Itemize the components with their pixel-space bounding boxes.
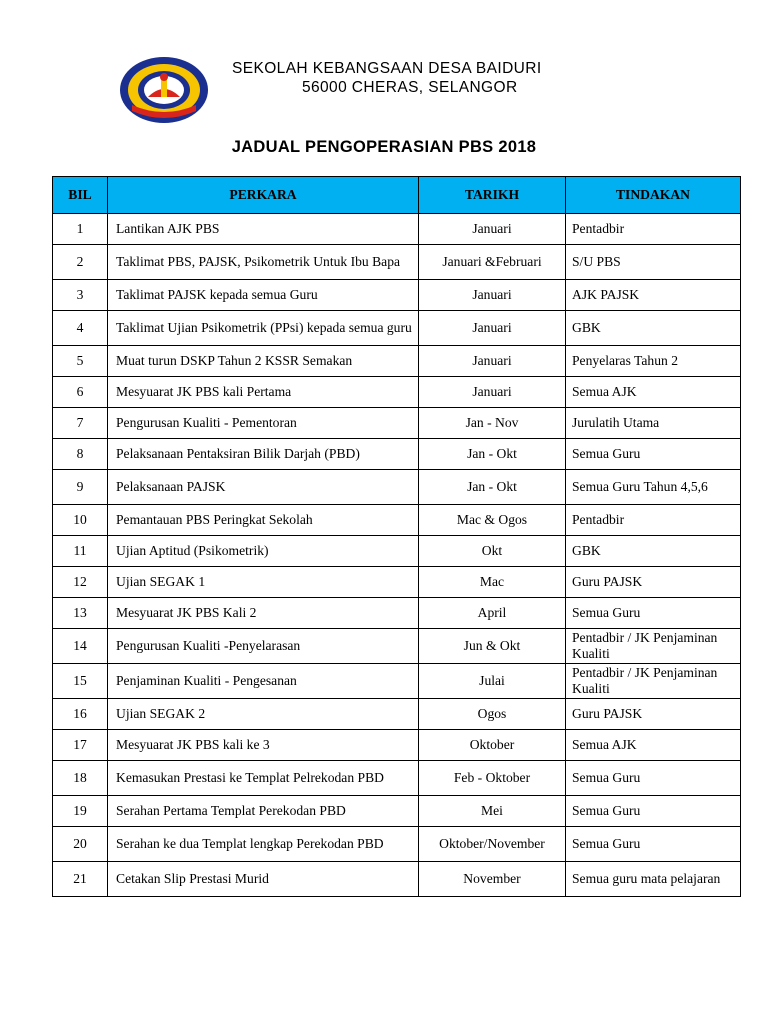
cell-tarikh: Feb - Oktober [419, 761, 566, 796]
cell-tindakan: Jurulatih Utama [566, 408, 741, 439]
table-row [53, 536, 741, 567]
cell-tarikh: Mac [419, 567, 566, 598]
cell-bil: 10 [53, 505, 108, 536]
schedule-table [52, 176, 741, 897]
table-row [53, 699, 741, 730]
cell-bil: 6 [53, 377, 108, 408]
cell-tarikh: Januari [419, 311, 566, 346]
cell-tarikh: Januari [419, 280, 566, 311]
page-title: JADUAL PENGOPERASIAN PBS 2018 [231, 138, 537, 156]
table-row [53, 311, 741, 346]
column-header-perkara: PERKARA [108, 177, 419, 214]
cell-perkara: Taklimat Ujian Psikometrik (PPsi) kepada semua guru [108, 311, 419, 346]
cell-tarikh: April [419, 598, 566, 629]
cell-bil: 9 [53, 470, 108, 505]
cell-bil: 11 [53, 536, 108, 567]
table-row [53, 505, 741, 536]
cell-bil: 3 [53, 280, 108, 311]
cell-bil: 7 [53, 408, 108, 439]
table-row [53, 761, 741, 796]
cell-perkara: Lantikan AJK PBS [108, 214, 419, 245]
table-row [53, 598, 741, 629]
cell-tindakan: Pentadbir [566, 505, 741, 536]
cell-perkara: Serahan Pertama Templat Perekodan PBD [108, 796, 419, 827]
cell-perkara: Ujian SEGAK 1 [108, 567, 419, 598]
cell-perkara: Mesyuarat JK PBS kali Pertama [108, 377, 419, 408]
cell-tindakan: S/U PBS [566, 245, 741, 280]
cell-tindakan: GBK [566, 311, 741, 346]
cell-bil: 1 [53, 214, 108, 245]
cell-tarikh: Januari [419, 214, 566, 245]
school-name: SEKOLAH KEBANGSAAN DESA BAIDURI [232, 60, 542, 77]
cell-tindakan: Guru PAJSK [566, 567, 741, 598]
cell-bil: 12 [53, 567, 108, 598]
cell-perkara: Pengurusan Kualiti - Pementoran [108, 408, 419, 439]
cell-tarikh: Jun & Okt [419, 629, 566, 664]
table-row [53, 439, 741, 470]
cell-bil: 21 [53, 862, 108, 897]
table-row [53, 567, 741, 598]
page-header [0, 0, 768, 130]
cell-bil: 18 [53, 761, 108, 796]
cell-tindakan: Semua Guru Tahun 4,5,6 [566, 470, 741, 505]
table-row [53, 862, 741, 897]
cell-perkara: Serahan ke dua Templat lengkap Perekodan PBD [108, 827, 419, 862]
table-body [53, 214, 741, 897]
cell-bil: 4 [53, 311, 108, 346]
cell-tindakan: Penyelaras Tahun 2 [566, 346, 741, 377]
cell-tarikh: Julai [419, 664, 566, 699]
cell-tarikh: Oktober [419, 730, 566, 761]
table-row [53, 346, 741, 377]
cell-tarikh: Januari [419, 377, 566, 408]
cell-perkara: Ujian Aptitud (Psikometrik) [108, 536, 419, 567]
cell-perkara: Penjaminan Kualiti - Pengesanan [108, 664, 419, 699]
cell-perkara: Cetakan Slip Prestasi Murid [108, 862, 419, 897]
table-row [53, 408, 741, 439]
cell-tindakan: GBK [566, 536, 741, 567]
table-header-row [53, 177, 741, 214]
column-header-tindakan: TINDAKAN [566, 177, 741, 214]
cell-bil: 16 [53, 699, 108, 730]
cell-bil: 17 [53, 730, 108, 761]
cell-tarikh: Mac & Ogos [419, 505, 566, 536]
cell-tindakan: Semua Guru [566, 796, 741, 827]
cell-tarikh: Jan - Okt [419, 439, 566, 470]
table-row [53, 245, 741, 280]
cell-perkara: Mesyuarat JK PBS Kali 2 [108, 598, 419, 629]
school-crest-icon [118, 55, 210, 125]
cell-bil: 2 [53, 245, 108, 280]
cell-tindakan: Guru PAJSK [566, 699, 741, 730]
cell-perkara: Taklimat PAJSK kepada semua Guru [108, 280, 419, 311]
cell-tarikh: Jan - Nov [419, 408, 566, 439]
table-row [53, 214, 741, 245]
cell-tarikh: Oktober/November [419, 827, 566, 862]
cell-bil: 5 [53, 346, 108, 377]
column-header-tarikh: TARIKH [419, 177, 566, 214]
cell-tindakan: Semua guru mata pelajaran [566, 862, 741, 897]
table-row [53, 827, 741, 862]
cell-bil: 14 [53, 629, 108, 664]
table-row [53, 664, 741, 699]
cell-tarikh: Jan - Okt [419, 470, 566, 505]
cell-perkara: Pemantauan PBS Peringkat Sekolah [108, 505, 419, 536]
cell-tindakan: Semua AJK [566, 377, 741, 408]
cell-tindakan: Semua Guru [566, 598, 741, 629]
cell-perkara: Pengurusan Kualiti -Penyelarasan [108, 629, 419, 664]
table-row [53, 470, 741, 505]
cell-perkara: Pelaksanaan PAJSK [108, 470, 419, 505]
cell-bil: 13 [53, 598, 108, 629]
cell-bil: 8 [53, 439, 108, 470]
cell-perkara: Mesyuarat JK PBS kali ke 3 [108, 730, 419, 761]
cell-tindakan: Pentadbir / JK Penjaminan Kualiti [566, 664, 741, 699]
cell-perkara: Kemasukan Prestasi ke Templat Pelrekodan PBD [108, 761, 419, 796]
cell-perkara: Pelaksanaan Pentaksiran Bilik Darjah (PBD) [108, 439, 419, 470]
cell-tarikh: Ogos [419, 699, 566, 730]
cell-tarikh: November [419, 862, 566, 897]
cell-tarikh: Januari &Februari [419, 245, 566, 280]
cell-perkara: Ujian SEGAK 2 [108, 699, 419, 730]
table-row [53, 796, 741, 827]
cell-tindakan: Semua AJK [566, 730, 741, 761]
cell-tarikh: Mei [419, 796, 566, 827]
cell-bil: 19 [53, 796, 108, 827]
cell-tindakan: AJK PAJSK [566, 280, 741, 311]
school-address: 56000 CHERAS, SELANGOR [302, 79, 518, 96]
cell-bil: 15 [53, 664, 108, 699]
cell-tindakan: Semua Guru [566, 761, 741, 796]
cell-bil: 20 [53, 827, 108, 862]
cell-perkara: Muat turun DSKP Tahun 2 KSSR Semakan [108, 346, 419, 377]
column-header-bil: BIL [53, 177, 108, 214]
table-row [53, 377, 741, 408]
cell-tindakan: Semua Guru [566, 439, 741, 470]
table-row [53, 280, 741, 311]
cell-perkara: Taklimat PBS, PAJSK, Psikometrik Untuk Ibu Bapa [108, 245, 419, 280]
table-row [53, 629, 741, 664]
cell-tindakan: Pentadbir [566, 214, 741, 245]
cell-tarikh: Okt [419, 536, 566, 567]
table-row [53, 730, 741, 761]
cell-tarikh: Januari [419, 346, 566, 377]
cell-tindakan: Semua Guru [566, 827, 741, 862]
cell-tindakan: Pentadbir / JK Penjaminan Kualiti [566, 629, 741, 664]
